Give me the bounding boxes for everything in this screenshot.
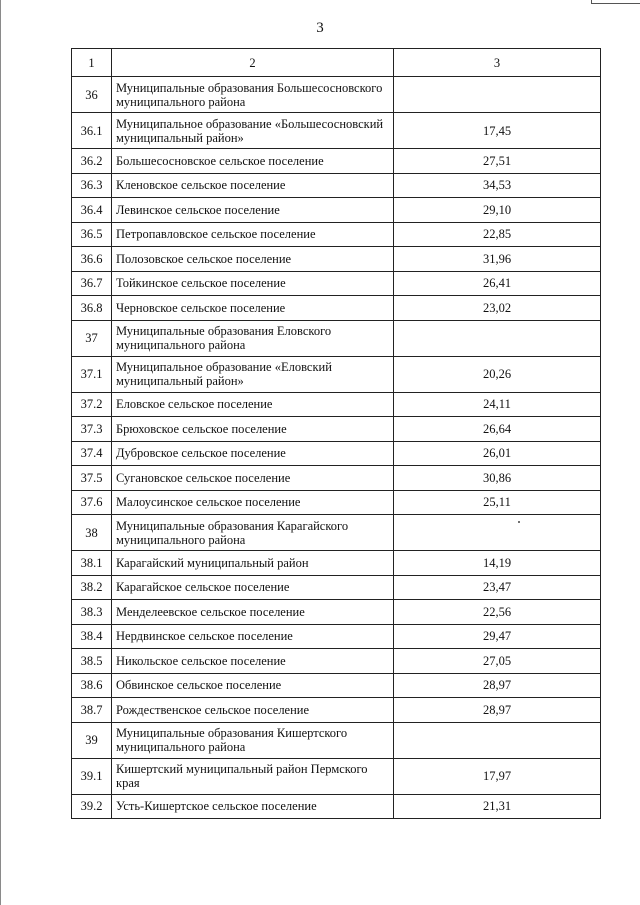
row-number: 38.4: [72, 624, 112, 649]
row-number: 37.4: [72, 441, 112, 466]
row-number: 36.2: [72, 149, 112, 174]
row-name: Брюховское сельское поселение: [112, 417, 394, 442]
row-name: Полозовское сельское поселение: [112, 247, 394, 272]
row-number: 39.2: [72, 794, 112, 819]
row-number: 36.5: [72, 222, 112, 247]
row-value: 20,26: [394, 356, 601, 392]
row-value: 26,41: [394, 271, 601, 296]
row-value: 14,19: [394, 551, 601, 576]
row-number: 38.3: [72, 600, 112, 625]
row-number: 38: [72, 515, 112, 551]
scan-edge-line: [0, 0, 1, 905]
row-value: 25,11: [394, 490, 601, 515]
table-header: [72, 49, 601, 77]
table-row: [72, 551, 601, 576]
row-name: Большесосновское сельское поселение: [112, 149, 394, 174]
table-row: [72, 149, 601, 174]
row-name: Дубровское сельское поселение: [112, 441, 394, 466]
row-name: Карагайский муниципальный район: [112, 551, 394, 576]
row-name: Еловское сельское поселение: [112, 392, 394, 417]
row-value: 24,11: [394, 392, 601, 417]
row-value: 17,97: [394, 758, 601, 794]
row-number: 39: [72, 722, 112, 758]
row-number: 36.3: [72, 173, 112, 198]
row-number: 36.1: [72, 113, 112, 149]
table-row: [72, 320, 601, 356]
table-row: [72, 698, 601, 723]
table-body: [72, 77, 601, 819]
row-value: [394, 77, 601, 113]
row-name: Тойкинское сельское поселение: [112, 271, 394, 296]
row-name: Муниципальные образования Карагайского муниципального района: [112, 515, 394, 551]
table-row: [72, 392, 601, 417]
table-row: [72, 247, 601, 272]
row-name: Никольское сельское поселение: [112, 649, 394, 674]
row-value: 28,97: [394, 698, 601, 723]
table-row: [72, 722, 601, 758]
row-value: 29,10: [394, 198, 601, 223]
row-number: 37.2: [72, 392, 112, 417]
row-name: Сугановское сельское поселение: [112, 466, 394, 491]
row-value: [394, 515, 601, 551]
table-row: [72, 417, 601, 442]
table-row: [72, 600, 601, 625]
row-name: Муниципальные образования Кишертского муниципального района: [112, 722, 394, 758]
table-row: [72, 673, 601, 698]
row-number: 38.1: [72, 551, 112, 576]
row-number: 36.7: [72, 271, 112, 296]
row-name: Кленовское сельское поселение: [112, 173, 394, 198]
row-name: Рождественское сельское поселение: [112, 698, 394, 723]
table-row: [72, 466, 601, 491]
header-row: [72, 49, 601, 77]
row-number: 37.5: [72, 466, 112, 491]
data-table: [71, 48, 601, 819]
table-row: [72, 794, 601, 819]
row-name: Кишертский муниципальный район Пермского края: [112, 758, 394, 794]
row-value: [394, 722, 601, 758]
row-name: Муниципальные образования Еловского муниципального района: [112, 320, 394, 356]
row-name: Менделеевское сельское поселение: [112, 600, 394, 625]
row-value: 17,45: [394, 113, 601, 149]
row-number: 37.3: [72, 417, 112, 442]
table-row: [72, 356, 601, 392]
scan-speck: [518, 521, 520, 523]
row-value: 26,64: [394, 417, 601, 442]
table-row: [72, 441, 601, 466]
row-value: 26,01: [394, 441, 601, 466]
header-col-2: 2: [112, 49, 394, 77]
row-name: Муниципальное образование «Большесосновский муниципальный район»: [112, 113, 394, 149]
row-number: 37: [72, 320, 112, 356]
header-col-1: 1: [72, 49, 112, 77]
table-row: [72, 490, 601, 515]
table-row: [72, 198, 601, 223]
row-number: 38.6: [72, 673, 112, 698]
row-number: 37.6: [72, 490, 112, 515]
row-name: Усть-Кишертское сельское поселение: [112, 794, 394, 819]
table-row: [72, 649, 601, 674]
row-number: 36.4: [72, 198, 112, 223]
table-row: [72, 758, 601, 794]
row-value: 22,56: [394, 600, 601, 625]
row-number: 39.1: [72, 758, 112, 794]
table-row: [72, 296, 601, 321]
row-value: 21,31: [394, 794, 601, 819]
row-name: Муниципальные образования Большесосновского муниципального района: [112, 77, 394, 113]
table-row: [72, 624, 601, 649]
row-name: Черновское сельское поселение: [112, 296, 394, 321]
table-row: [72, 77, 601, 113]
row-number: 38.7: [72, 698, 112, 723]
row-value: 22,85: [394, 222, 601, 247]
table-row: [72, 113, 601, 149]
table-row: [72, 222, 601, 247]
row-value: [394, 320, 601, 356]
row-value: 29,47: [394, 624, 601, 649]
row-number: 36.6: [72, 247, 112, 272]
row-name: Малоусинское сельское поселение: [112, 490, 394, 515]
page-number: 3: [316, 20, 324, 36]
row-number: 36.8: [72, 296, 112, 321]
row-value: 34,53: [394, 173, 601, 198]
row-name: Обвинское сельское поселение: [112, 673, 394, 698]
row-number: 38.2: [72, 575, 112, 600]
table-row: [72, 575, 601, 600]
table-row: [72, 173, 601, 198]
row-name: Нердвинское сельское поселение: [112, 624, 394, 649]
row-value: 23,47: [394, 575, 601, 600]
row-number: 37.1: [72, 356, 112, 392]
row-value: 30,86: [394, 466, 601, 491]
table-row: [72, 271, 601, 296]
row-name: Левинское сельское поселение: [112, 198, 394, 223]
row-value: 31,96: [394, 247, 601, 272]
row-value: 23,02: [394, 296, 601, 321]
scan-corner-mark: [591, 0, 640, 4]
row-value: 27,51: [394, 149, 601, 174]
row-name: Карагайское сельское поселение: [112, 575, 394, 600]
row-number: 36: [72, 77, 112, 113]
row-number: 38.5: [72, 649, 112, 674]
row-value: 28,97: [394, 673, 601, 698]
row-name: Петропавловское сельское поселение: [112, 222, 394, 247]
header-col-3: 3: [394, 49, 601, 77]
table-row: [72, 515, 601, 551]
row-name: Муниципальное образование «Еловский муниципальный район»: [112, 356, 394, 392]
row-value: 27,05: [394, 649, 601, 674]
